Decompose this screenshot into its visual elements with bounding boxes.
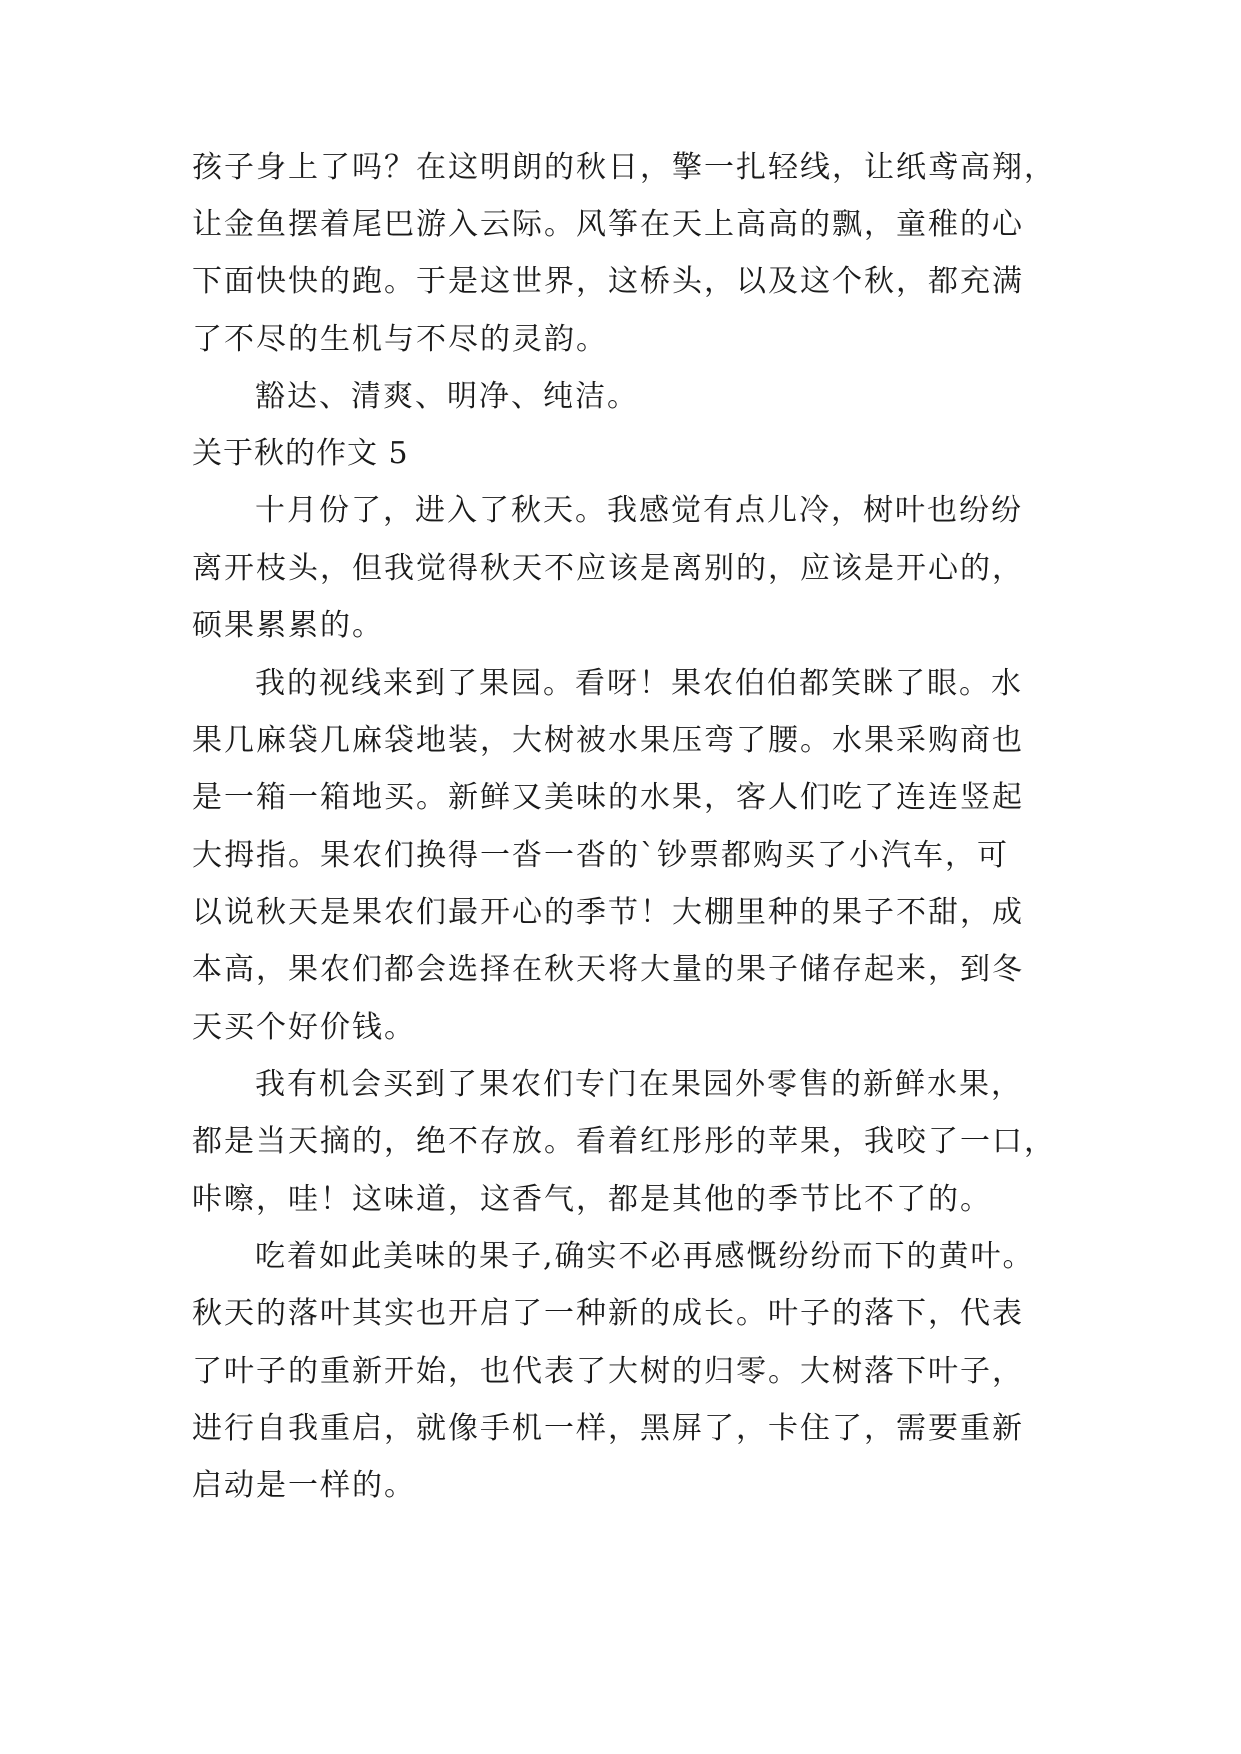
text-line: 十月份了，进入了秋天。我感觉有点儿冷，树叶也纷纷	[255, 493, 1023, 528]
text-line: 大拇指。果农们换得一沓一沓的`钞票都购买了小汽车，可	[192, 838, 1009, 873]
text-line: 本高，果农们都会选择在秋天将大量的果子储存起来，到冬	[192, 952, 1024, 987]
text-line: 豁达、清爽、明净、纯洁。	[255, 379, 639, 414]
text-line: 我的视线来到了果园。看呀！果农伯伯都笑眯了眼。水	[255, 666, 1023, 701]
text-line: 咔嚓，哇！这味道，这香气，都是其他的季节比不了的。	[192, 1182, 992, 1217]
text-line: 秋天的落叶其实也开启了一种新的成长。叶子的落下，代表	[192, 1296, 1024, 1331]
text-line: 是一箱一箱地买。新鲜又美味的水果，客人们吃了连连竖起	[192, 780, 1024, 815]
text-line: 以说秋天是果农们最开心的季节！大棚里种的果子不甜，成	[192, 895, 1024, 930]
text-line: 了叶子的重新开始，也代表了大树的归零。大树落下叶子，	[192, 1354, 1024, 1389]
text-line: 离开枝头，但我觉得秋天不应该是离别的，应该是开心的，	[192, 551, 1024, 586]
text-line: 下面快快的跑。于是这世界，这桥头，以及这个秋，都充满	[192, 264, 1024, 299]
section-heading: 关于秋的作文 5	[192, 436, 409, 471]
text-line: 吃着如此美味的果子,确实不必再感慨纷纷而下的黄叶。	[255, 1239, 1035, 1274]
text-line: 都是当天摘的，绝不存放。看着红彤彤的苹果，我咬了一口，	[192, 1124, 1056, 1159]
text-line: 启动是一样的。	[192, 1468, 416, 1503]
text-line: 了不尽的生机与不尽的灵韵。	[192, 322, 608, 357]
text-line: 果几麻袋几麻袋地装，大树被水果压弯了腰。水果采购商也	[192, 723, 1024, 758]
text-line: 进行自我重启，就像手机一样，黑屏了，卡住了，需要重新	[192, 1411, 1024, 1446]
text-line: 我有机会买到了果农们专门在果园外零售的新鲜水果，	[255, 1067, 1023, 1102]
text-line: 硕果累累的。	[192, 608, 384, 643]
text-line: 孩子身上了吗？在这明朗的秋日，擎一扎轻线，让纸鸢高翔，	[192, 150, 1056, 185]
text-line: 天买个好价钱。	[192, 1010, 416, 1045]
text-line: 让金鱼摆着尾巴游入云际。风筝在天上高高的飘，童稚的心	[192, 207, 1024, 242]
